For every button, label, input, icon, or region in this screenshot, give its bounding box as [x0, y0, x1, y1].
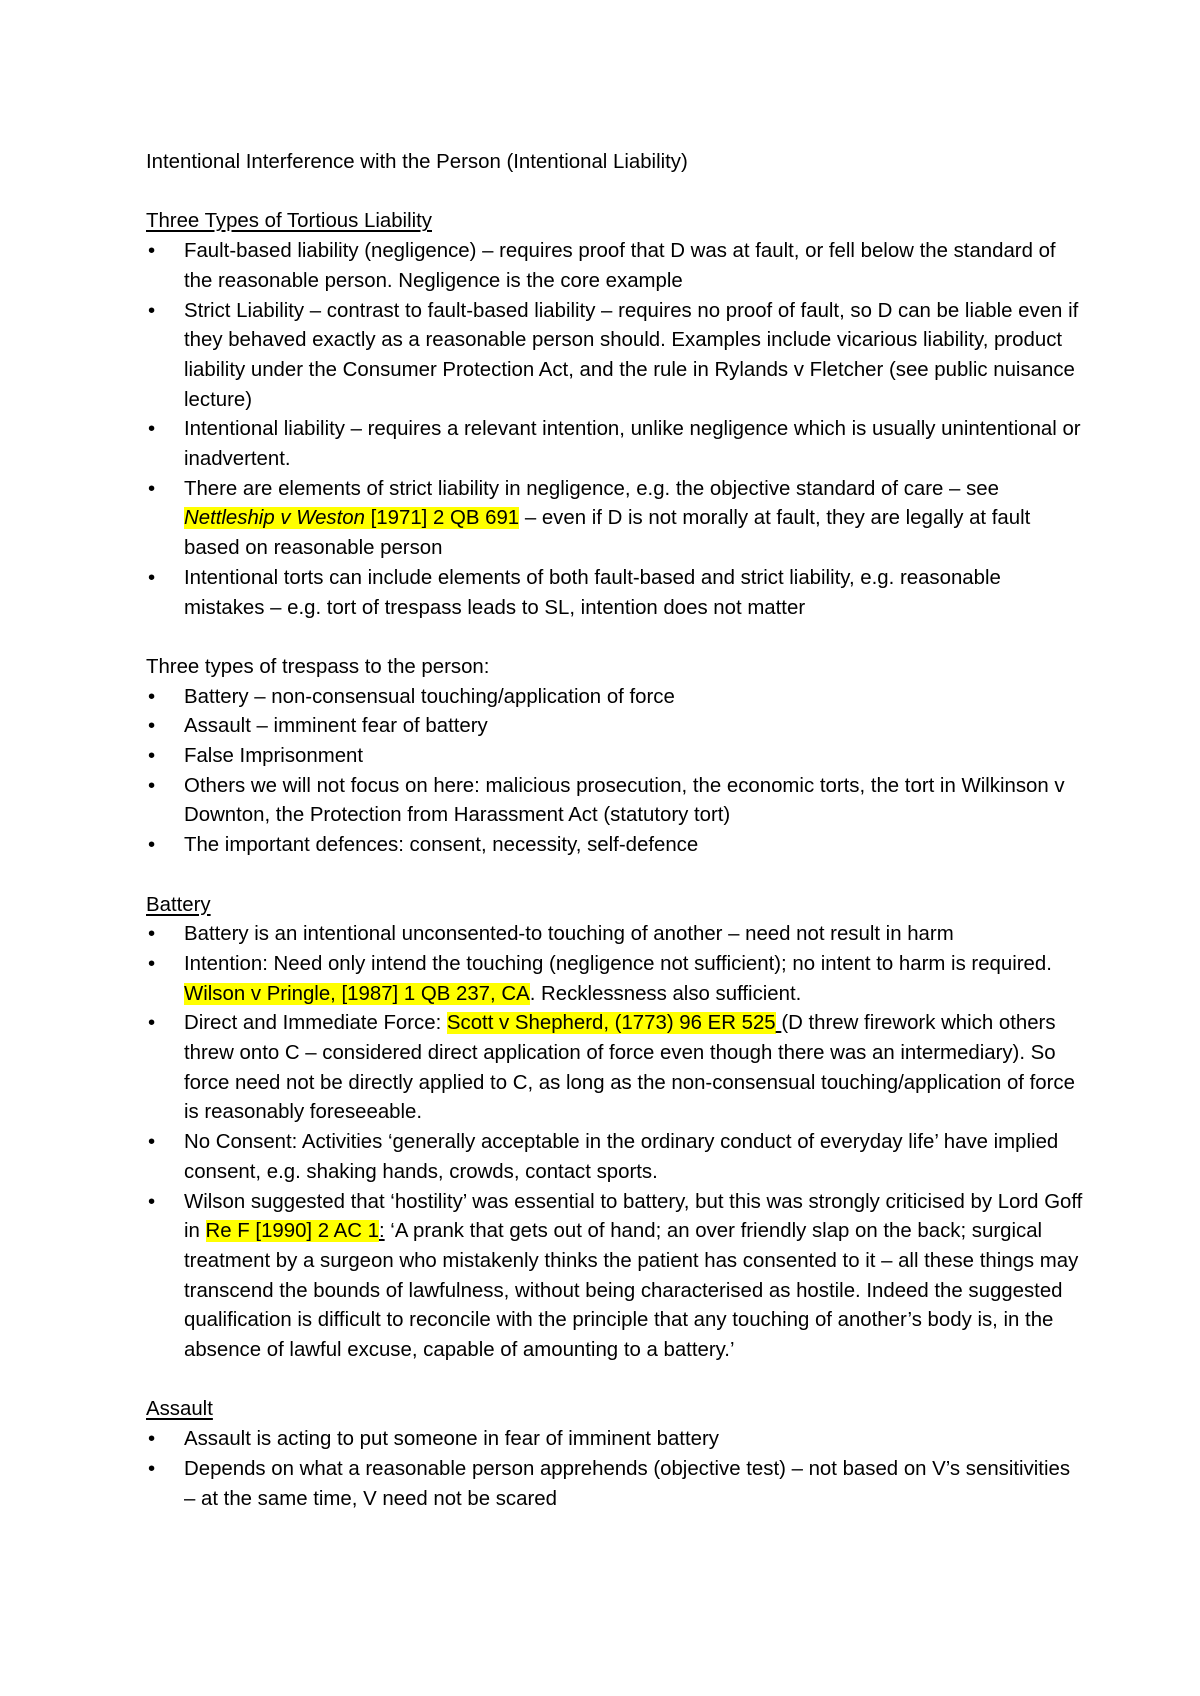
document-title: Intentional Interference with the Person (Intentional Liability) [146, 151, 688, 173]
case-citation: Re F [1990] 2 AC 1 [205, 1220, 379, 1243]
bullet-item [146, 237, 1086, 296]
bullet-list [146, 683, 1086, 861]
bullet-text: False Imprisonment [184, 745, 364, 768]
bullet-item [146, 297, 1086, 416]
bullet-text: Fault-based liability (negligence) – requires proof that D was at fault, or fell below the standard of the reasonable person. Negligence is the core example [184, 240, 1056, 292]
bullet-text: Assault is acting to put someone in fear of imminent battery [184, 1428, 719, 1451]
bullet-item [146, 1009, 1086, 1128]
section [146, 653, 1086, 861]
bullet-list [146, 237, 1086, 623]
bullet-item [146, 1188, 1086, 1366]
section-heading: Assault [146, 1398, 213, 1421]
case-citation: Wilson v Pringle, [1987] 1 QB 237, CA [184, 982, 530, 1005]
bullet-text: Depends on what a reasonable person apprehends (objective test) – not based on V’s sensitivities – at the same time, V need not be scared [184, 1457, 1071, 1510]
bullet-text: Wilson suggested that ‘hostility’ was essential to battery, but this was strongly criticised by Lord Goff in [184, 1190, 1083, 1243]
bullet-item [146, 742, 1086, 772]
section-heading: Three Types of Tortious Liability [146, 210, 432, 233]
bullet-item [146, 712, 1086, 742]
bullet-item [146, 831, 1086, 861]
bullet-text: No Consent: Activities ‘generally acceptable in the ordinary conduct of everyday life’ have implied consent, e.g. shaking hands, crowds, contact sports. [184, 1131, 1059, 1183]
bullet-text: – even if D is not morally at fault, they are legally at fault based on reasonable person [184, 507, 1031, 560]
bullet-item [146, 475, 1086, 564]
bullet-item [146, 1128, 1086, 1187]
bullet-text: Direct and Immediate Force: [184, 1012, 447, 1035]
bullet-text: (D threw firework which others threw onto C – considered direct application of force even though there was an intermediary). So force need not be directly applied to C, as long as the non-consensual touching/application of force is reasonably foreseeable. [184, 1012, 1075, 1124]
bullet-text: There are elements of strict liability in negligence, e.g. the objective standard of care – see [184, 477, 999, 500]
bullet-text: The important defences: consent, necessity, self-defence [184, 834, 699, 857]
section-heading: Battery [146, 893, 211, 916]
bullet-item [146, 683, 1086, 713]
bullet-item [146, 772, 1086, 831]
bullet-text: . Recklessness also sufficient. [529, 982, 802, 1005]
bullet-list [146, 920, 1086, 1366]
bullet-item [146, 564, 1086, 623]
bullet-list [146, 1425, 1086, 1514]
bullet-text: Intentional torts can include elements of both fault-based and strict liability, e.g. reasonable mistakes – e.g. tort of trespass leads to SL, intention does not matter [184, 566, 1001, 619]
section-heading: Three types of trespass to the person: [146, 655, 490, 678]
sections-container [146, 207, 1086, 1514]
bullet-item [146, 1425, 1086, 1455]
bullet-text: ‘A prank that gets out of hand; an over friendly slap on the back; surgical treatment by a surgeon who mistakenly thinks the patient has consented to it – all these things may transcend the bounds of lawfulness, without being characterised as hostile. Indeed the suggested qualification is difficult to reconcile with the principle that any touching of another’s body is, in the absence of lawful excuse, capable of amounting to a battery.’ [184, 1220, 1079, 1362]
bullet-text: Intentional liability – requires a relevant intention, unlike negligence which is usually unintentional or inadvertent. [184, 418, 1081, 471]
section [146, 207, 1086, 623]
bullet-text: Others we will not focus on here: malicious prosecution, the economic torts, the tort in Wilkinson v Downton, the Protection from Harassment Act (statutory tort) [184, 774, 1065, 827]
section [146, 891, 1086, 1366]
case-citation: [1971] 2 QB 691 [364, 507, 520, 530]
bullet-item [146, 950, 1086, 1009]
bullet-item [146, 1455, 1086, 1514]
bullet-text: Strict Liability – contrast to fault-based liability – requires no proof of fault, so D can be liable even if they behaved exactly as a reasonable person should. Examples include vicarious liability, product liability under the Consumer Protection Act, and the rule in Rylands v Fletcher (see public nuisance lecture) [184, 299, 1079, 411]
bullet-item [146, 415, 1086, 474]
bullet-item [146, 920, 1086, 950]
bullet-text: Intention: Need only intend the touching (negligence not sufficient); no intent to harm is required. [184, 952, 1052, 975]
bullet-text: Battery – non-consensual touching/application of force [184, 685, 675, 708]
bullet-text: Assault – imminent fear of battery [184, 715, 488, 738]
bullet-text: : [378, 1220, 385, 1243]
section [146, 1395, 1086, 1514]
case-citation: Nettleship v Weston [184, 507, 365, 530]
document-body [146, 148, 1086, 1514]
case-citation: Scott v Shepherd, (1773) 96 ER 525 [446, 1012, 776, 1035]
bullet-text: Battery is an intentional unconsented-to touching of another – need not result in harm [184, 923, 954, 946]
